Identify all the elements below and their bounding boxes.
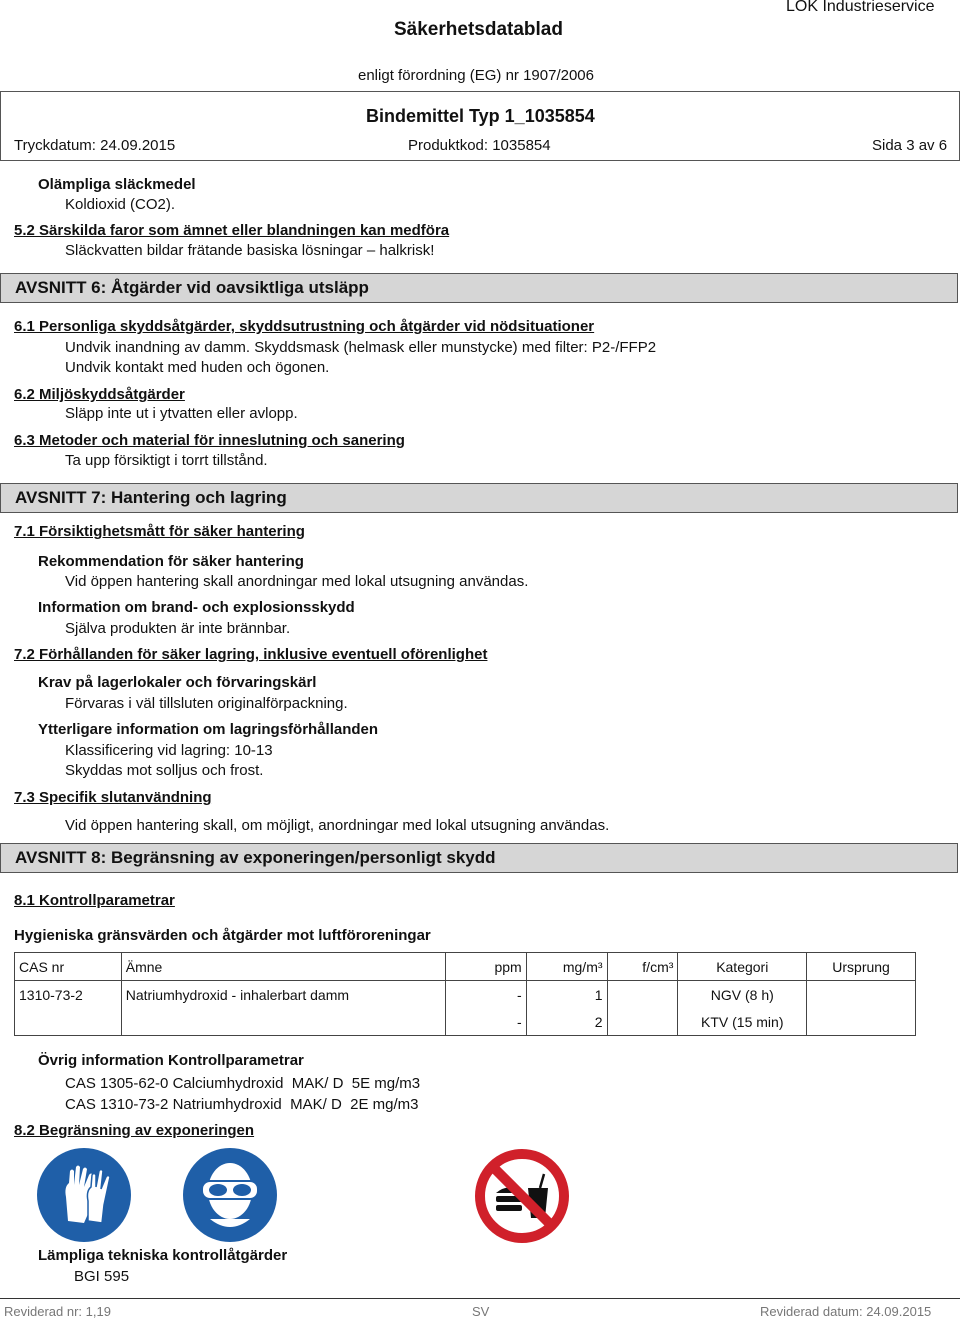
heading-7-2: 7.2 Förhållanden för säker lagring, inklusive eventuell oförenlighet: [14, 646, 488, 663]
cell-substance: [121, 1008, 445, 1036]
tech-controls-text: BGI 595: [74, 1268, 130, 1285]
cell-fcm3: [607, 1008, 678, 1036]
cell-fcm3: [607, 981, 678, 1009]
wear-gloves-icon: [36, 1147, 132, 1243]
col-header-cas: CAS nr: [15, 953, 122, 981]
heading-6-2: 6.2 Miljöskyddsåtgärder: [14, 386, 185, 403]
revision-date: Reviderad datum: 24.09.2015: [760, 1304, 932, 1319]
fire-protection-title: Information om brand- och explosionsskydd: [38, 599, 355, 616]
hygiene-limits-title: Hygieniska gränsvärden och åtgärder mot luftföroreningar: [14, 927, 431, 944]
heading-7-1: 7.1 Försiktighetsmått för säker hantering: [14, 523, 305, 540]
company-name: LOK Industrieservice: [786, 0, 935, 15]
cell-origin: [807, 1008, 916, 1036]
no-eating-drinking-icon: [474, 1148, 570, 1244]
storage-more-title: Ytterligare information om lagringsförhållanden: [38, 721, 379, 738]
unsuitable-agents-title: Olämpliga släckmedel: [38, 176, 196, 193]
heading-8-1: 8.1 Kontrollparametrar: [14, 892, 175, 909]
header-rule-left: [0, 91, 1, 161]
cell-mgm3: 1: [526, 981, 607, 1009]
cell-mgm3: 2: [526, 1008, 607, 1036]
text-6-1-line2: Undvik kontakt med huden och ögonen.: [65, 359, 330, 376]
language-code: SV: [472, 1304, 490, 1319]
heading-8-2: 8.2 Begränsning av exponeringen: [14, 1122, 255, 1139]
cell-ppm: -: [445, 981, 526, 1009]
other-info-line2: CAS 1310-73-2 Natriumhydroxid MAK/ D 2E mg/m3: [65, 1096, 419, 1113]
document-title: Säkerhetsdatablad: [394, 19, 563, 40]
product-name: Bindemittel Typ 1_1035854: [366, 106, 595, 126]
storage-req-title: Krav på lagerlokaler och förvaringskärl: [38, 674, 317, 691]
table-row: [15, 981, 916, 1009]
unsuitable-agents-text: Koldioxid (CO2).: [65, 196, 176, 213]
col-header-substance: Ämne: [121, 953, 445, 981]
wear-goggles-icon: [182, 1147, 278, 1243]
exposure-limits-table: [14, 952, 916, 1036]
section-6-bar: AVSNITT 6: Åtgärder vid oavsiktliga utsläpp: [0, 273, 958, 303]
heading-5-2: 5.2 Särskilda faror som ämnet eller blandningen kan medföra: [14, 222, 450, 239]
cell-category: NGV (8 h): [678, 981, 807, 1009]
tech-controls-title: Lämpliga tekniska kontrollåtgärder: [38, 1247, 288, 1264]
col-header-ppm: ppm: [445, 953, 526, 981]
print-date: Tryckdatum: 24.09.2015: [14, 137, 176, 154]
safe-handling-title: Rekommendation för säker hantering: [38, 553, 304, 570]
revision-number: Reviderad nr: 1,19: [4, 1304, 111, 1319]
col-header-mgm3: mg/m³: [526, 953, 607, 981]
col-header-origin: Ursprung: [807, 953, 916, 981]
cell-cas: [15, 1008, 122, 1036]
header-rule-top: [0, 91, 960, 92]
table-row: [15, 1008, 916, 1036]
heading-7-3: 7.3 Specifik slutanvändning: [14, 789, 212, 806]
other-info-title: Övrig information Kontrollparametrar: [38, 1052, 304, 1069]
cell-cas: 1310-73-2: [15, 981, 122, 1009]
page-number: Sida 3 av 6: [872, 137, 948, 154]
regulation: enligt förordning (EG) nr 1907/2006: [358, 67, 594, 84]
cell-ppm: -: [445, 1008, 526, 1036]
heading-6-3: 6.3 Metoder och material för inneslutning och sanering: [14, 432, 405, 449]
product-code: Produktkod: 1035854: [408, 137, 551, 154]
text-6-1-line1: Undvik inandning av damm. Skyddsmask (helmask eller munstycke) med filter: P2-/FFP2: [65, 339, 657, 356]
table-header-row: [15, 953, 916, 981]
storage-more-line2: Skyddas mot solljus och frost.: [65, 762, 264, 779]
footer-rule: [0, 1298, 960, 1299]
other-info-line1: CAS 1305-62-0 Calciumhydroxid MAK/ D 5E mg/m3: [65, 1075, 421, 1092]
cell-origin: [807, 981, 916, 1009]
text-6-3: Ta upp försiktigt i torrt tillstånd.: [65, 452, 268, 469]
text-7-3: Vid öppen hantering skall, om möjligt, anordningar med lokal utsugning användas.: [65, 817, 610, 834]
safe-handling-text: Vid öppen hantering skall anordningar med lokal utsugning användas.: [65, 573, 529, 590]
fire-protection-text: Själva produkten är inte brännbar.: [65, 620, 291, 637]
storage-more-line1: Klassificering vid lagring: 10-13: [65, 742, 273, 759]
storage-req-text: Förvaras i väl tillsluten originalförpackning.: [65, 695, 348, 712]
section-8-bar: AVSNITT 8: Begränsning av exponeringen/personligt skydd: [0, 843, 958, 873]
cell-category: KTV (15 min): [678, 1008, 807, 1036]
header-rule-bottom: [0, 160, 960, 161]
text-6-2: Släpp inte ut i ytvatten eller avlopp.: [65, 405, 298, 422]
text-5-2: Släckvatten bildar frätande basiska lösningar – halkrisk!: [65, 242, 435, 259]
heading-6-1: 6.1 Personliga skyddsåtgärder, skyddsutrustning och åtgärder vid nödsituationer: [14, 318, 595, 335]
section-7-bar: AVSNITT 7: Hantering och lagring: [0, 483, 958, 513]
col-header-category: Kategori: [678, 953, 807, 981]
col-header-fcm3: f/cm³: [607, 953, 678, 981]
cell-substance: Natriumhydroxid - inhalerbart damm: [121, 981, 445, 1009]
